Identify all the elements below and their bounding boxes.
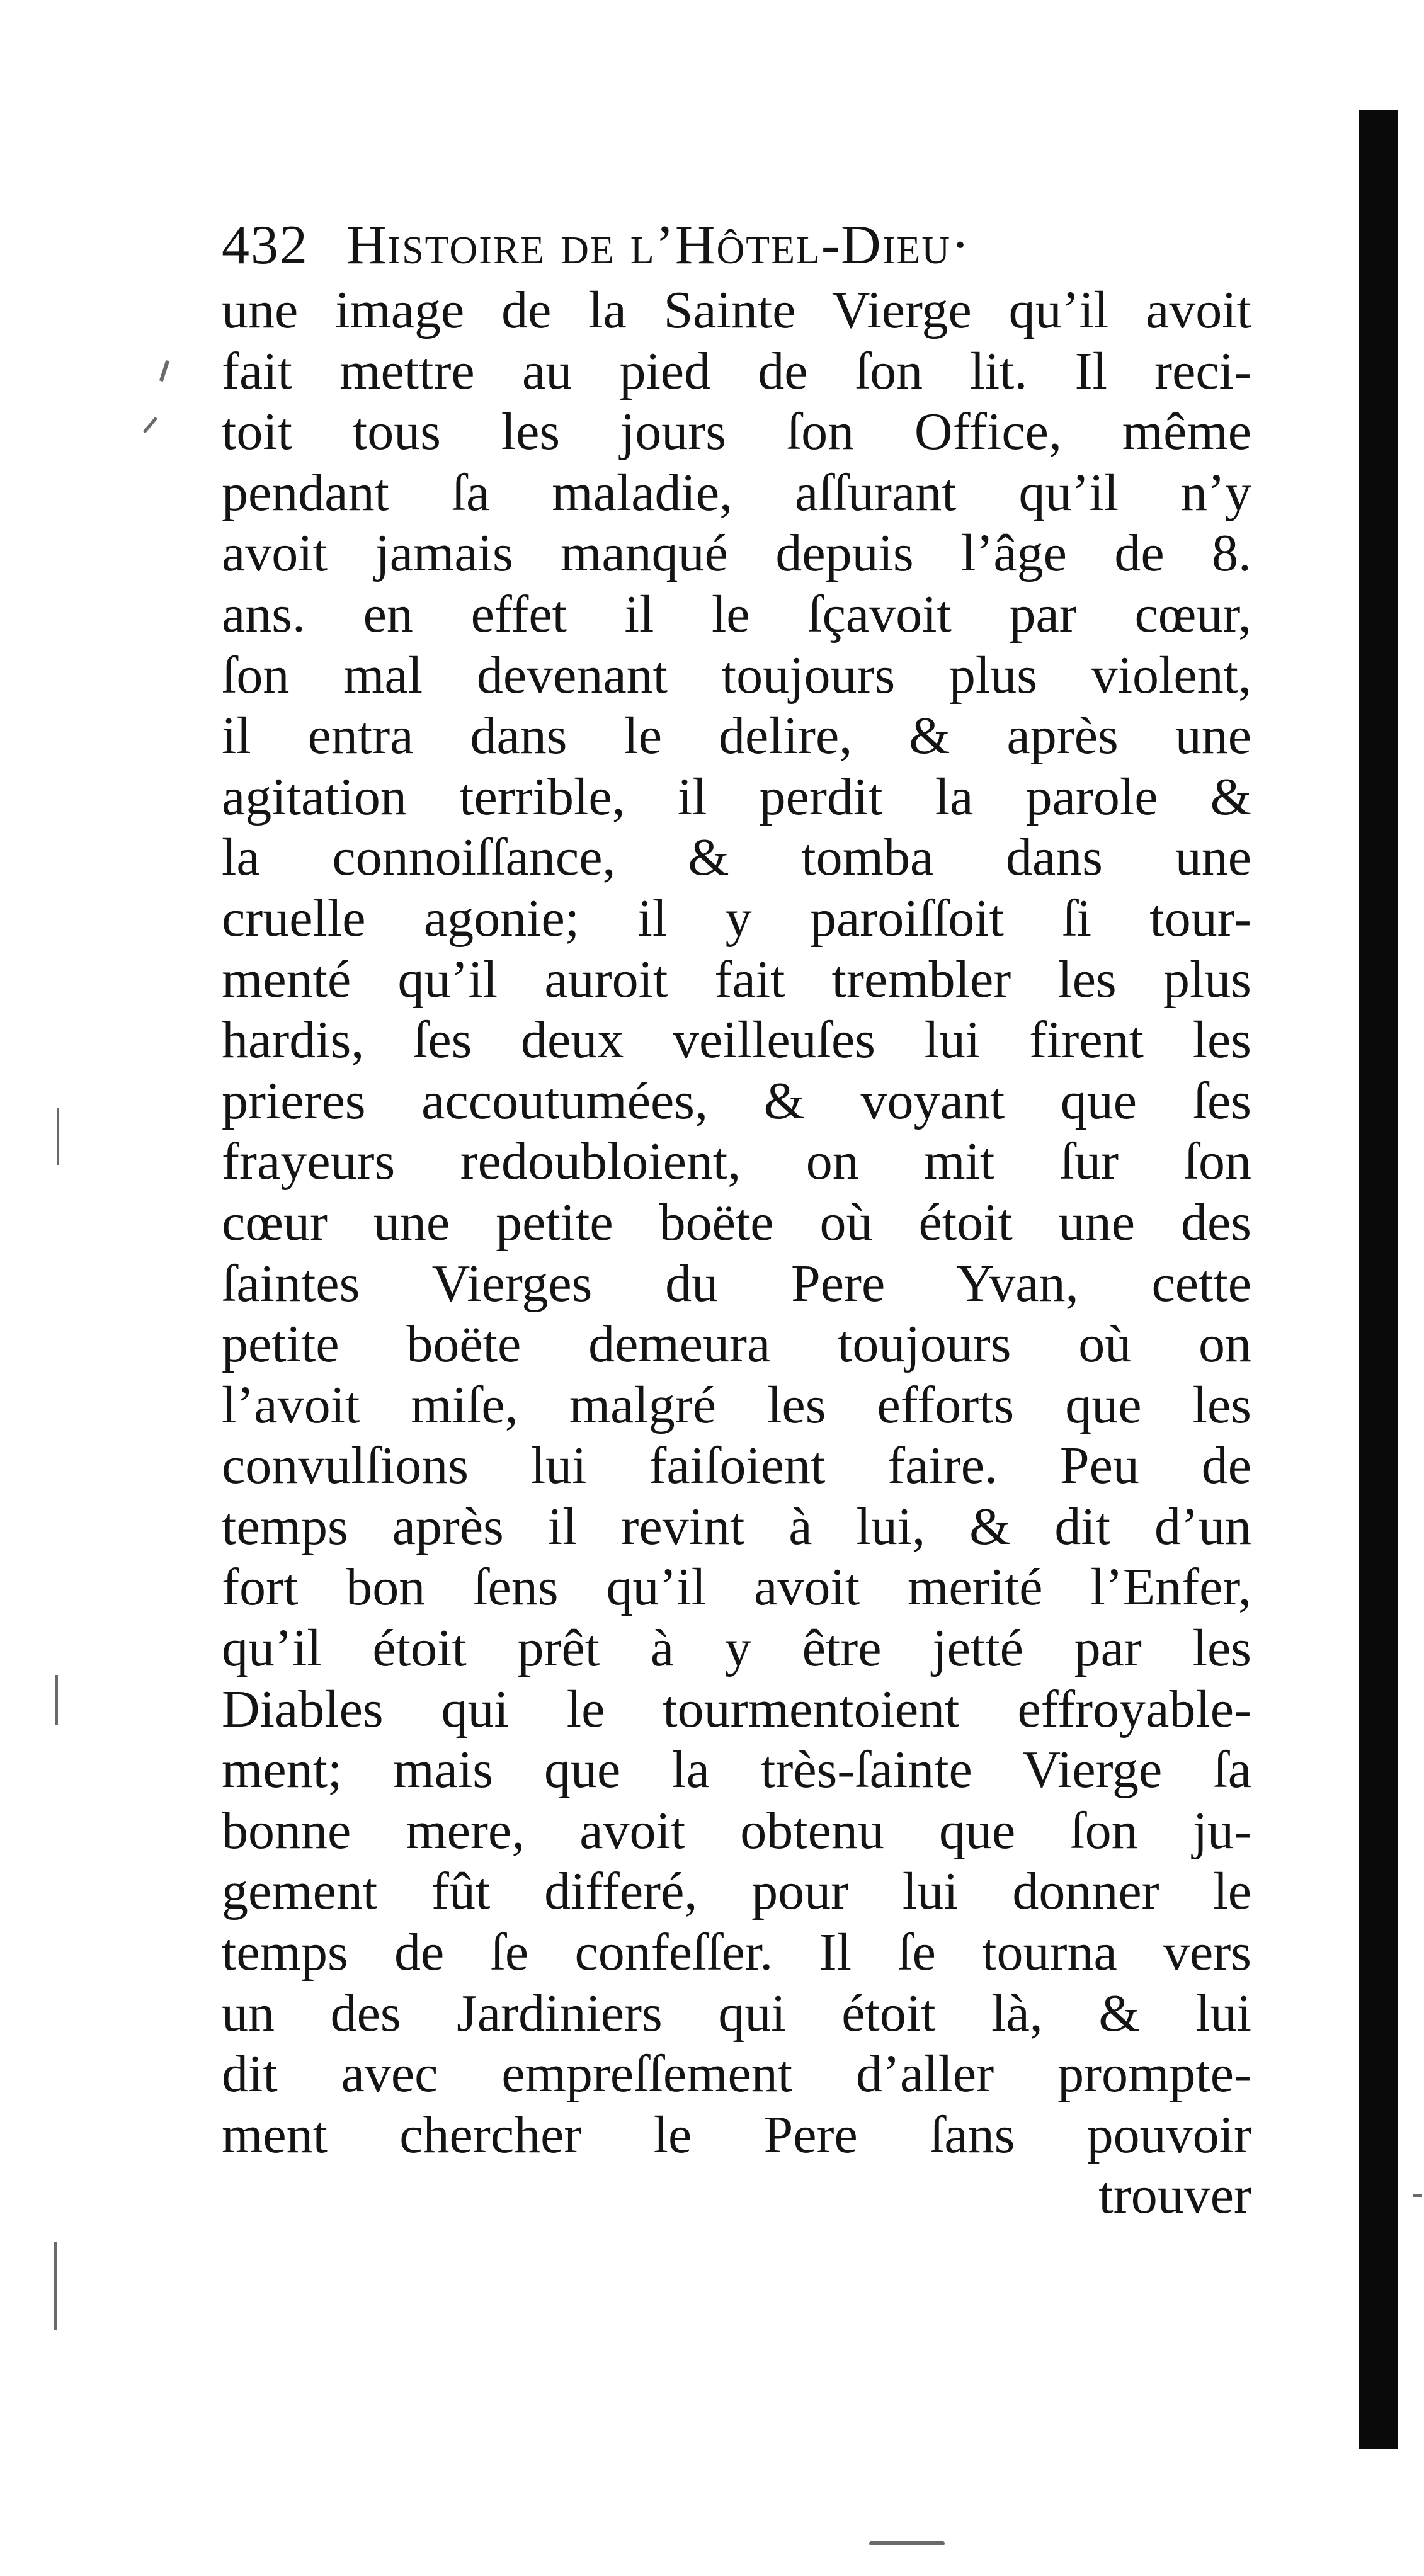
text-line: dit avec empreſſement d’aller prompte- — [222, 2045, 1251, 2104]
text-line: Diables qui le tourmentoient effroyable- — [222, 1679, 1251, 1739]
text-line: temps de ſe confeſſer. Il ſe tourna vers — [222, 1923, 1251, 1982]
running-title: Histoire de l’Hôtel-Dieu· — [346, 215, 971, 276]
text-line: hardis, ſes deux veilleuſes lui firent les — [222, 1011, 1251, 1070]
text-line: cruelle agonie; il y paroiſſoit ſi tour- — [222, 888, 1251, 948]
text-line: frayeurs redoubloient, on mit ſur ſon — [222, 1132, 1251, 1191]
text-line: toit tous les jours ſon Office, même — [222, 402, 1251, 462]
text-line: ſaintes Vierges du Pere Yvan, cette — [222, 1254, 1251, 1313]
margin-mark — [57, 1108, 59, 1165]
page-edge-shadow — [1359, 110, 1398, 2449]
text-line: ment chercher le Pere ſans pouvoir — [222, 2105, 1251, 2164]
text-line: temps après il revint à lui, & dit d’un — [222, 1497, 1251, 1556]
text-line: il entra dans le delire, & après une — [222, 706, 1251, 766]
page-number: 432 — [222, 215, 309, 276]
text-line: un des Jardiniers qui étoit là, & lui — [222, 1983, 1251, 2043]
text-line: gement fût differé, pour lui donner le — [222, 1862, 1251, 1921]
text-line: ans. en effet il le ſçavoit par cœur, — [222, 584, 1251, 644]
text-line: une image de la Sainte Vierge qu’il avoit — [222, 281, 1251, 339]
catchword: trouver — [1098, 2166, 1251, 2225]
text-line: ment; mais que la très-ſainte Vierge ſa — [222, 1740, 1251, 1800]
text-line: petite boëte demeura toujours où on — [222, 1315, 1251, 1374]
text-line: fait mettre au pied de ſon lit. Il reci- — [222, 341, 1251, 400]
text-line: menté qu’il auroit fait trembler les plus — [222, 950, 1251, 1009]
text-line: prieres accoutumées, & voyant que ſes — [222, 1071, 1251, 1130]
margin-mark — [54, 2242, 57, 2330]
text-line: qu’il étoit prêt à y être jetté par les — [222, 1619, 1251, 1678]
text-line: l’avoit miſe, malgré les efforts que les — [222, 1375, 1251, 1434]
running-head — [222, 211, 1261, 280]
text-line: fort bon ſens qu’il avoit merité l’Enfer, — [222, 1558, 1251, 1617]
body-text — [222, 280, 1251, 2227]
margin-mark — [159, 360, 169, 382]
margin-mark — [143, 417, 157, 433]
text-line: bonne mere, avoit obtenu que ſon ju- — [222, 1801, 1251, 1860]
margin-mark — [869, 2541, 945, 2545]
text-line: avoit jamais manqué depuis l’âge de 8. — [222, 524, 1251, 583]
text-line: convulſions lui faiſoient faire. Peu de — [222, 1436, 1251, 1495]
text-line: pendant ſa maladie, aſſurant qu’il n’y — [222, 463, 1251, 522]
text-line: ſon mal devenant toujours plus violent, — [222, 645, 1251, 705]
margin-mark — [1413, 2194, 1422, 2197]
text-line: la connoiſſance, & tomba dans une — [222, 828, 1251, 887]
margin-mark — [55, 1675, 58, 1725]
text-line: cœur une petite boëte où étoit une des — [222, 1193, 1251, 1252]
text-line: agitation terrible, il perdit la parole & — [222, 767, 1251, 826]
